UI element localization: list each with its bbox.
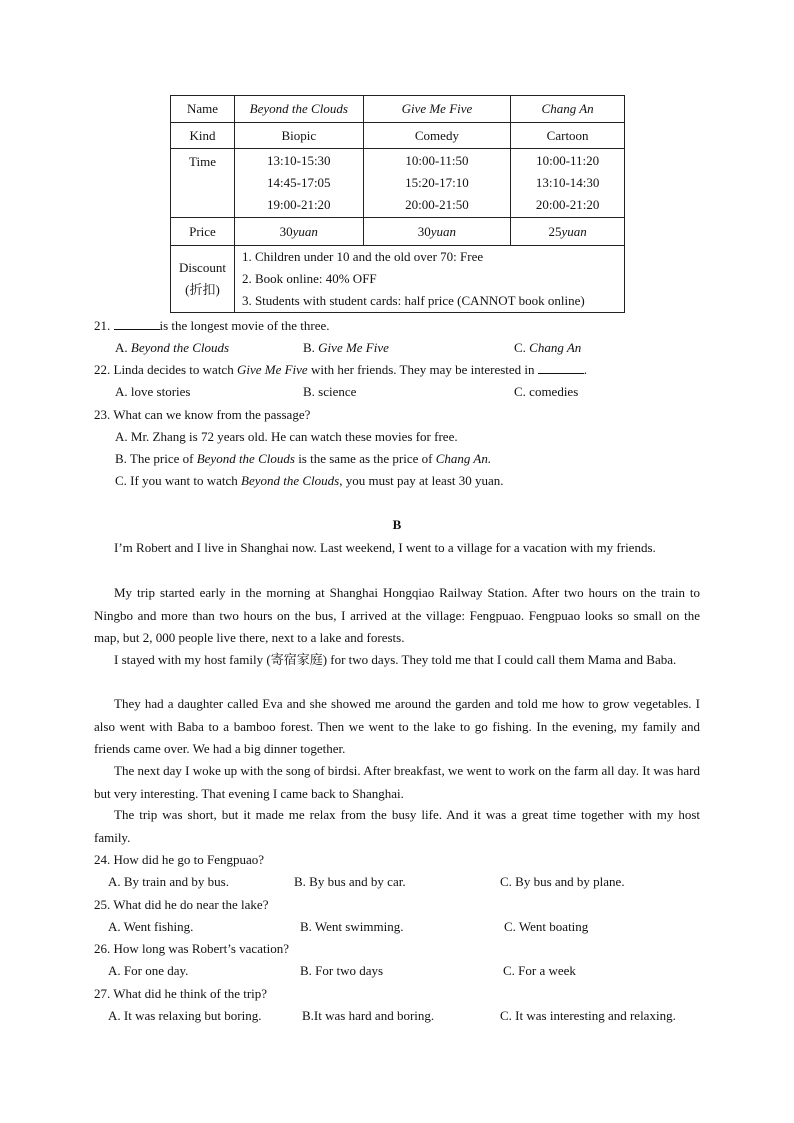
option-21b: B. Give Me Five — [303, 340, 389, 355]
question-21: 21. is the longest movie of the three. — [94, 318, 330, 333]
movie-table — [170, 95, 625, 313]
option-23a: A. Mr. Zhang is 72 years old. He can watch these movies for free. — [115, 429, 458, 444]
option-22c: C. comedies — [514, 384, 579, 399]
showtime: 13:10-15:30 — [267, 153, 331, 168]
option-25c: C. Went boating — [504, 919, 589, 934]
discount-item: 2. Book online: 40% OFF — [241, 271, 377, 286]
movie-times-3 — [511, 149, 625, 218]
question-24: 24. How did he go to Fengpuao? — [94, 852, 265, 867]
price-value: 30 — [417, 223, 431, 239]
passage-paragraph: I stayed with my host family (寄宿家庭) for two days. They told me that I could call them Mama and Baba. — [114, 652, 677, 667]
showtime: 13:10-14:30 — [535, 175, 600, 190]
row-label-kind: Kind — [171, 123, 235, 149]
movie-kind-2: Comedy — [363, 123, 511, 149]
showtime: 19:00-21:20 — [267, 197, 331, 212]
discount-label-cn: (折扣) — [185, 282, 220, 297]
table-row — [171, 149, 625, 218]
movie-kind-3: Cartoon — [511, 123, 625, 149]
showtime: 10:00-11:50 — [405, 153, 469, 168]
discount-item: 3. Students with student cards: half price (CANNOT book online) — [241, 293, 585, 308]
question-23: 23. What can we know from the passage? — [94, 407, 311, 422]
row-label-discount — [171, 246, 235, 313]
showtime: 14:45-17:05 — [267, 175, 331, 190]
option-24a: A. By train and by bus. — [108, 874, 229, 889]
option-27b: B.It was hard and boring. — [302, 1008, 435, 1023]
option-25b: B. Went swimming. — [300, 919, 404, 934]
answer-blank — [538, 362, 584, 374]
option-23b: B. The price of Beyond the Clouds is the same as the price of Chang An. — [115, 451, 492, 466]
showtime: 20:00-21:50 — [405, 197, 469, 212]
question-26: 26. How long was Robert’s vacation? — [94, 941, 289, 956]
question-22: 22. Linda decides to watch Give Me Five with her friends. They may be interested in . — [94, 362, 588, 377]
option-23c: C. If you want to watch Beyond the Clouds, you must pay at least 30 yuan. — [115, 473, 504, 488]
passage-paragraph: I’m Robert and I live in Shanghai now. Last weekend, I went to a village for a vacation with my friends. — [114, 540, 656, 555]
option-24c: C. By bus and by plane. — [500, 874, 625, 889]
price-unit: yuan — [292, 223, 318, 239]
movie-kind-1: Biopic — [234, 123, 363, 149]
movie-name-2: Give Me Five — [363, 96, 511, 123]
movie-times-2 — [363, 149, 511, 218]
passage-paragraph: They had a daughter called Eva and she showed me around the garden and told me how to grow vegetables. I also went with Baba to a bamboo forest. Then we went to the lake to go fishing. In the evening, my family and friends came over. We had a big dinner together. — [94, 696, 700, 756]
movie-price-2 — [363, 218, 511, 246]
price-unit: yuan — [430, 223, 457, 239]
discount-rules — [234, 246, 624, 313]
option-25a: A. Went fishing. — [108, 919, 194, 934]
option-26c: C. For a week — [503, 963, 576, 978]
option-27a: A. It was relaxing but boring. — [108, 1008, 262, 1023]
price-value: 25 — [548, 223, 562, 239]
price-value: 30 — [279, 223, 293, 239]
option-22b: B. science — [303, 384, 357, 399]
question-25: 25. What did he do near the lake? — [94, 897, 269, 912]
showtime: 20:00-21:20 — [535, 197, 600, 212]
option-26a: A. For one day. — [108, 963, 189, 978]
table-row — [171, 246, 625, 313]
showtime: 15:20-17:10 — [405, 175, 469, 190]
movie-name-3: Chang An — [511, 96, 625, 123]
option-21a: A. Beyond the Clouds — [115, 340, 230, 355]
table-row — [171, 218, 625, 246]
discount-item: 1. Children under 10 and the old over 70: Free — [241, 249, 484, 264]
option-27c: C. It was interesting and relaxing. — [500, 1008, 676, 1023]
table-row — [171, 96, 625, 123]
discount-label: Discount — [179, 260, 226, 275]
passage-paragraph: The trip was short, but it made me relax from the busy life. And it was a great time together with my host family. — [94, 807, 700, 845]
answer-blank — [114, 318, 160, 330]
movie-price-1 — [234, 218, 363, 246]
option-22a: A. love stories — [115, 384, 191, 399]
question-27: 27. What did he think of the trip? — [94, 986, 268, 1001]
passage-paragraph: My trip started early in the morning at Shanghai Hongqiao Railway Station. After two hours on the train to Ningbo and more than two hours on the bus, I arrived at the village: Fengpuao. Fengpuao looks so small on the map, but 2, 000 people live there, next to a lake and forests. — [94, 585, 700, 645]
price-unit: yuan — [561, 223, 587, 239]
movie-times-1 — [234, 149, 363, 218]
showtime: 10:00-11:20 — [536, 153, 600, 168]
row-label-time: Time — [171, 149, 235, 218]
section-title: B — [392, 517, 402, 532]
movie-name-1: Beyond the Clouds — [234, 96, 363, 123]
option-21c: C. Chang An — [514, 340, 582, 355]
movie-price-3 — [511, 218, 625, 246]
option-26b: B. For two days — [300, 963, 384, 978]
row-label-name: Name — [171, 96, 235, 123]
row-label-price: Price — [171, 218, 235, 246]
option-24b: B. By bus and by car. — [294, 874, 406, 889]
table-row — [171, 123, 625, 149]
passage-paragraph: The next day I woke up with the song of birdsi. After breakfast, we went to work on the farm all day. It was hard but very interesting. That evening I came back to Shanghai. — [94, 763, 700, 801]
